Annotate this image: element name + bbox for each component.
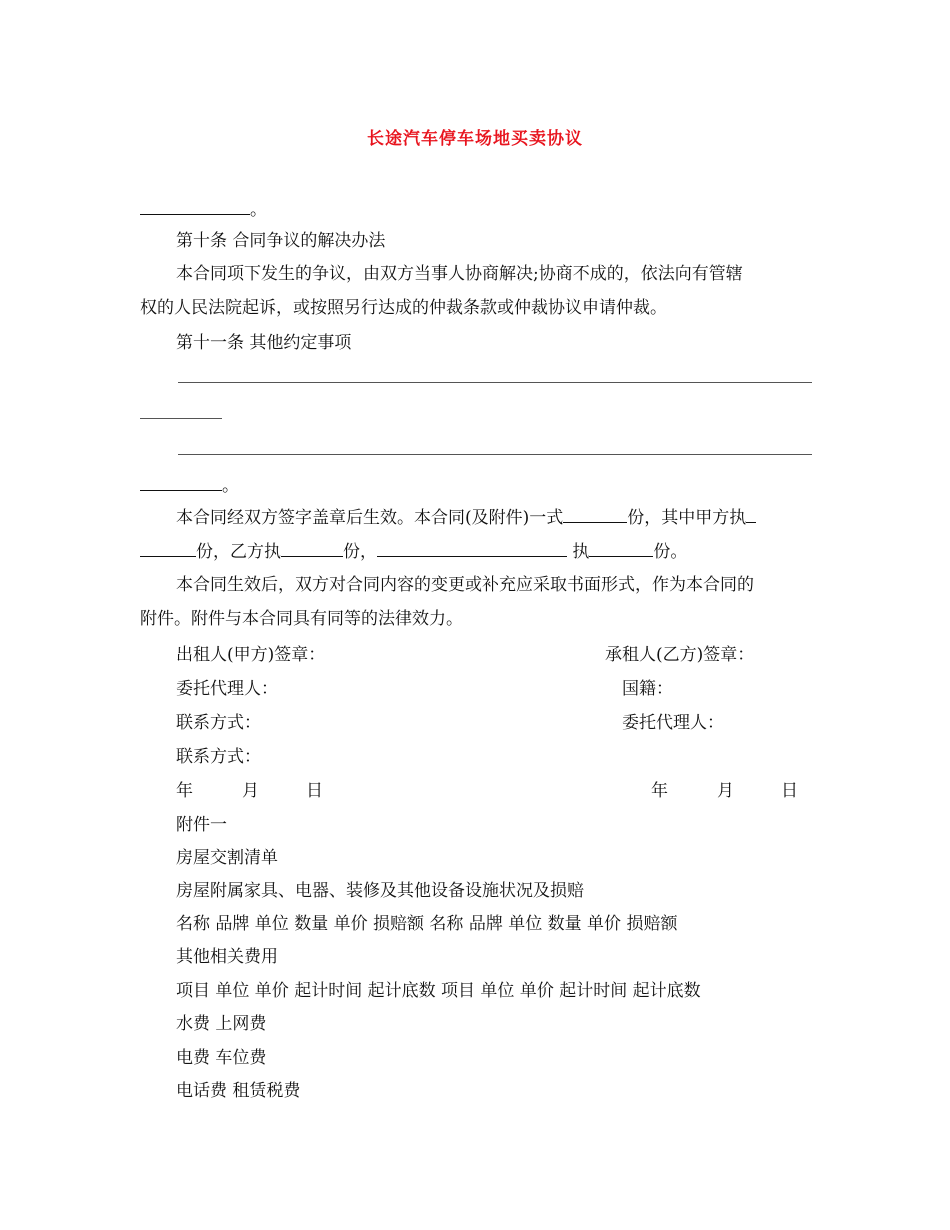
other-party-blank bbox=[377, 540, 567, 557]
lessee-signature-label: 承租人(乙方)签章： bbox=[605, 645, 755, 665]
date-month-right: 月 bbox=[717, 781, 734, 801]
date-day-left: 日 bbox=[306, 781, 323, 801]
fees-table-header: 项目 单位 单价 起计时间 起计底数 项目 单位 单价 起计时间 起计底数 bbox=[176, 981, 701, 1001]
article-10-paragraph-line-1: 本合同项下发生的争议，由双方当事人协商解决;协商不成的，依法向有管辖 bbox=[176, 264, 743, 284]
fee-row: 水费 上网费 bbox=[176, 1014, 267, 1034]
article-10-paragraph-line-2: 权的人民法院起诉，或按照另行达成的仲裁条款或仲裁协议申请仲裁。 bbox=[140, 298, 667, 318]
contact-left-label: 联系方式： bbox=[176, 713, 261, 733]
party-a-copies-blank bbox=[140, 540, 196, 557]
article-11-heading: 第十一条 其他约定事项 bbox=[176, 333, 352, 353]
fee-row: 电话费 租赁税费 bbox=[176, 1081, 301, 1101]
document-title: 长途汽车停车场地买卖协议 bbox=[367, 129, 583, 149]
blank-underline bbox=[140, 474, 222, 491]
nationality-label: 国籍： bbox=[622, 679, 673, 699]
handover-list-title: 房屋交割清单 bbox=[176, 848, 278, 868]
party-a-copies-blank bbox=[746, 506, 756, 523]
date-year-right: 年 bbox=[651, 781, 668, 801]
date-month-left: 月 bbox=[242, 781, 259, 801]
fee-row: 电费 车位费 bbox=[176, 1048, 267, 1068]
agent-right-label: 委托代理人： bbox=[622, 713, 724, 733]
blank-line bbox=[178, 382, 812, 383]
agent-left-label: 委托代理人： bbox=[176, 679, 278, 699]
contact-left-label-2: 联系方式： bbox=[176, 747, 261, 767]
party-b-copies-blank bbox=[281, 540, 343, 557]
effect-paragraph-line-1: 本合同经双方签字盖章后生效。本合同(及附件)一式 份，其中甲方执 bbox=[176, 506, 756, 529]
article-10-heading: 第十条 合同争议的解决办法 bbox=[176, 231, 386, 251]
article-11-end-line bbox=[140, 474, 239, 497]
furniture-table-header: 名称 品牌 单位 数量 单价 损赔额 名称 品牌 单位 数量 单价 损赔额 bbox=[176, 914, 678, 934]
blank-line bbox=[140, 418, 222, 419]
copies-blank bbox=[563, 506, 627, 523]
fees-section-title: 其他相关费用 bbox=[176, 947, 278, 967]
attachment-label: 附件一 bbox=[176, 815, 227, 835]
furniture-section-title: 房屋附属家具、电器、装修及其他设备设施状况及损赔 bbox=[176, 881, 584, 901]
period: 。 bbox=[222, 476, 239, 496]
effect-paragraph-line-2: 份，乙方执 份， 执 份。 bbox=[140, 540, 687, 563]
other-copies-blank bbox=[589, 540, 653, 557]
modification-paragraph-line-1: 本合同生效后，双方对合同内容的变更或补充应采取书面形式，作为本合同的 bbox=[176, 575, 754, 595]
modification-paragraph-line-2: 附件。附件与本合同具有同等的法律效力。 bbox=[140, 609, 463, 629]
period: 。 bbox=[250, 200, 267, 220]
date-day-right: 日 bbox=[781, 781, 798, 801]
blank-underline bbox=[140, 198, 250, 215]
date-year-left: 年 bbox=[176, 781, 193, 801]
blank-line bbox=[178, 454, 812, 455]
lessor-signature-label: 出租人(甲方)签章： bbox=[176, 645, 326, 665]
continuation-line bbox=[140, 198, 267, 221]
